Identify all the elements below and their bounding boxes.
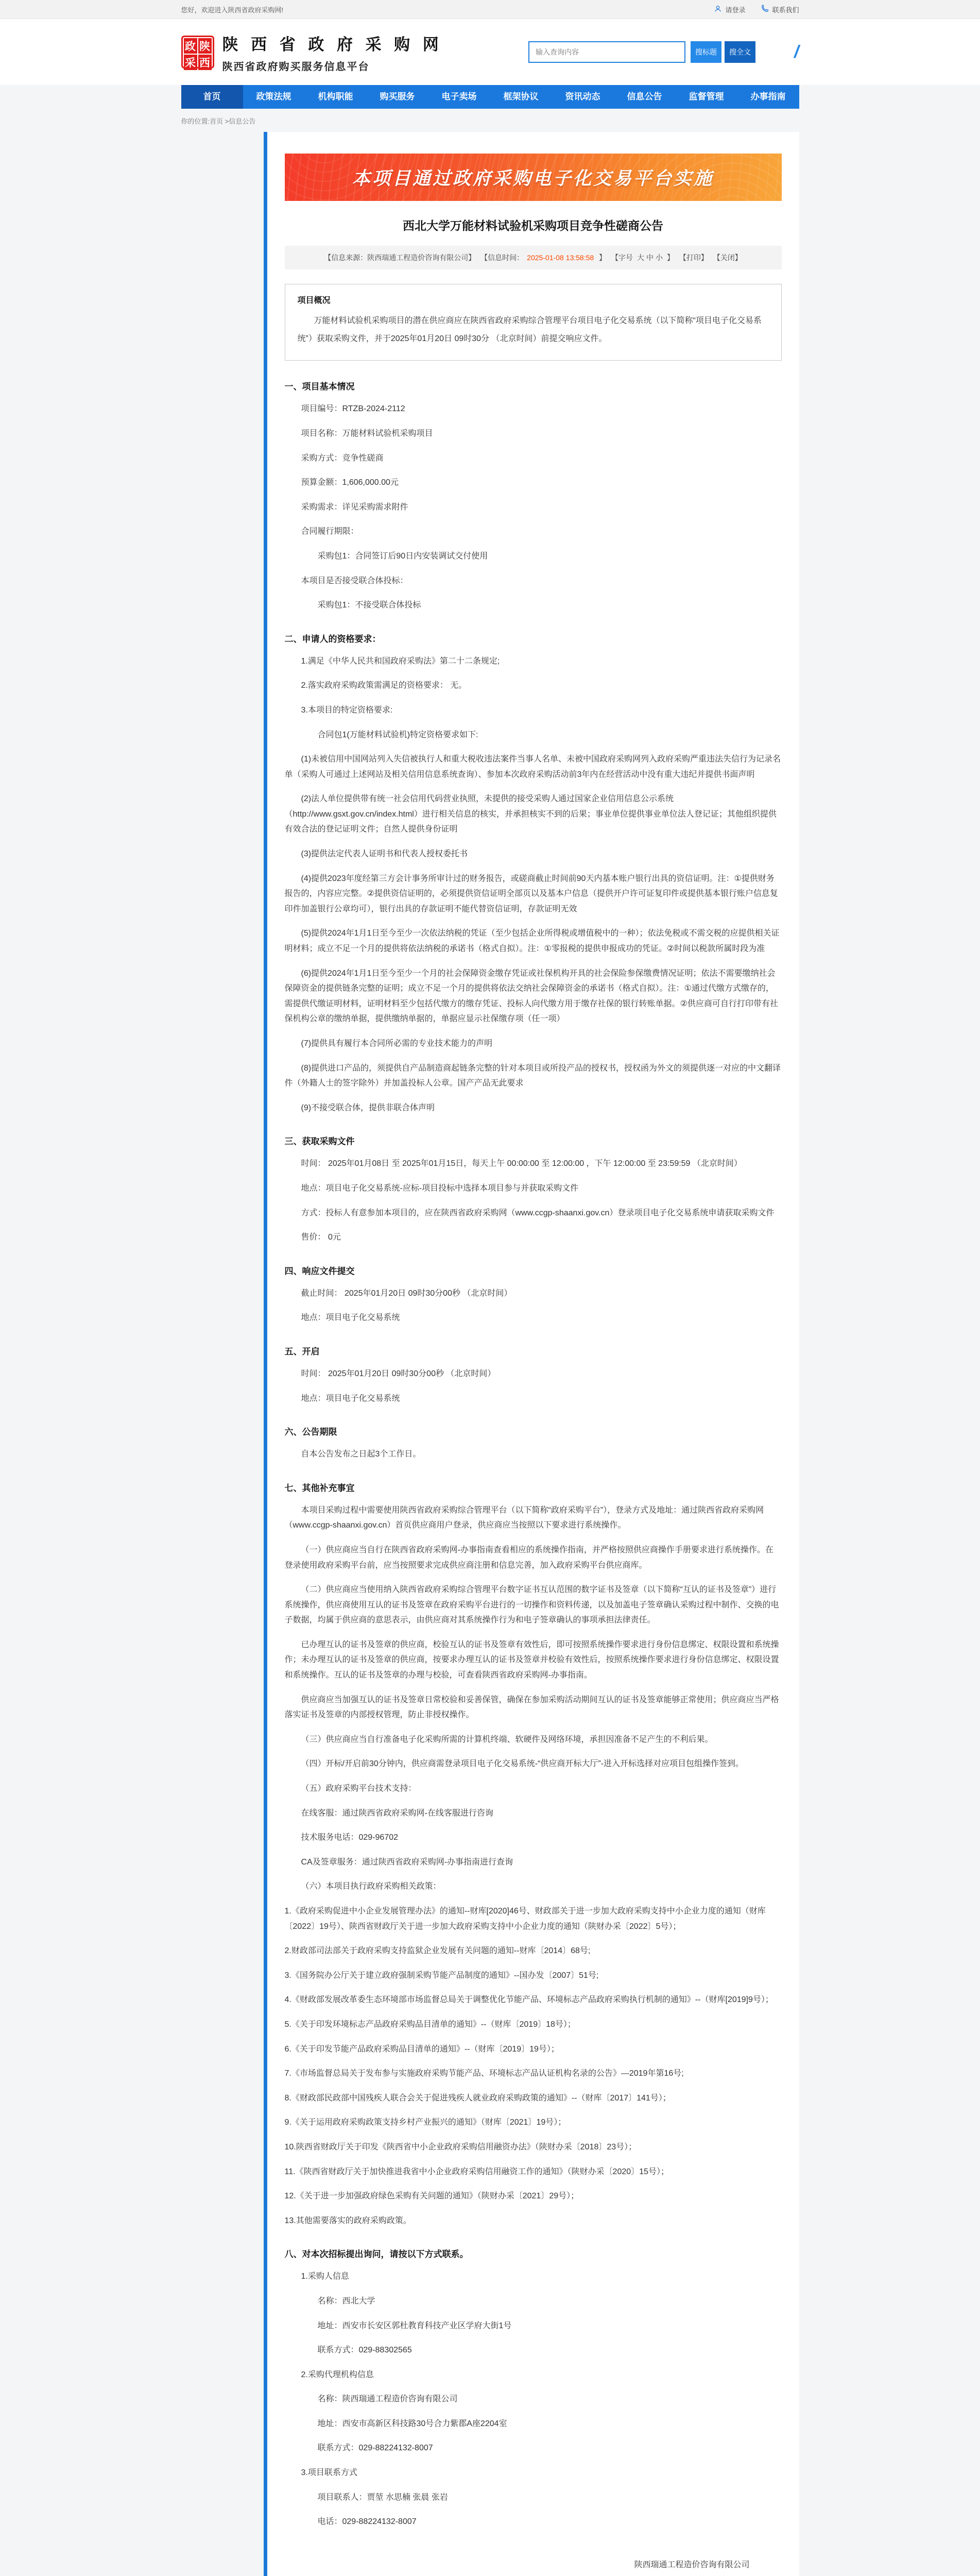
font-size-controls	[636, 253, 664, 262]
section-paragraph: 1.采购人信息	[301, 2272, 349, 2281]
section-paragraph: 供应商应当加强互认的证书及签章日常校验和妥善保管，确保在参加采购活动期间互认的证书及签章能够正常使用；供应商应当严格落实证书及签章的内部授权管理，防止非授权操作。	[284, 1695, 779, 1720]
nav-item-3[interactable]: 机构职能	[318, 92, 353, 101]
section-paragraph: （五）政府采购平台技术支持：	[301, 1784, 417, 1793]
section-paragraph: 6.《关于印发节能产品政府采购品目清单的通知》--（财库〔2019〕19号）；	[284, 2044, 559, 2054]
article-meta-bar	[285, 246, 782, 269]
section-paragraph: 7.《市场监督总局关于发布参与实施政府采购节能产品、环境标志产品认证机构名录的公告》—2019年第16号;	[284, 2069, 684, 2078]
section-paragraph: （四）开标/开启前30分钟内，供应商需登录项目电子化交易系统-“供应商开标大厅”-进入开标选择对应项目包组操作签到。	[301, 1759, 744, 1769]
section-paragraph: （三）供应商应当自行准备电子化采购所需的计算机终端、软硬件及网络环境，承担因准备不足产生的不利后果。	[301, 1735, 713, 1744]
section-paragraph: 5.《关于印发环境标志产品政府采购品目清单的通知》--（财库〔2019〕18号）；	[284, 2020, 576, 2029]
section-paragraph: 8.《财政部民政部中国残疾人联合会关于促进残疾人就业政府采购政策的通知》--（财库〔2017〕141号）；	[284, 2093, 671, 2103]
section-paragraph: (8)提供进口产品的，须提供自产品制造商起链条完整的针对本项目或所投产品的授权书，授权函为外文的须提供逐一对应的中文翻译件（外籍人士的签字除外）并加盖投标人公章。国产产品无此要求	[284, 1063, 781, 1088]
section-paragraph: 联系方式：029-88224132-8007	[317, 2444, 433, 2453]
section-paragraph: 项目联系人：贾堃 水思楠 张晨 张岩	[317, 2493, 448, 2502]
section-paragraph: 地址：西安市高新区科技路30号合力紫郡A座2204室	[317, 2419, 507, 2428]
article-section	[285, 2247, 782, 2530]
signature-date	[285, 2575, 750, 2576]
phone-icon	[761, 5, 769, 14]
section-paragraph: （六）本项目执行政府采购相关政策：	[301, 1882, 441, 1891]
article-section	[285, 1481, 782, 2229]
nav-item-10[interactable]: 办事指南	[750, 92, 786, 101]
section-heading: 四、响应文件提交	[284, 1266, 355, 1276]
section-paragraph: (9)不接受联合体，提供非联合体声明	[301, 1103, 435, 1112]
section-paragraph: 方式：投标人有意参加本项目的，应在陕西省政府采购网（www.ccgp-shaanxi.gov.cn）登录项目电子化交易系统申请获取采购文件	[301, 1208, 775, 1217]
breadcrumb-separator: >	[225, 117, 229, 125]
article-section	[285, 632, 782, 1116]
section-paragraph: CA及签章服务：通过陕西省政府采购网-办事指南进行查询	[301, 1857, 513, 1867]
logo-char: 政	[184, 38, 197, 54]
section-paragraph: 地点：项目电子化交易系统	[301, 1394, 400, 1403]
welcome-text: 您好，欢迎进入陕西省政府采购网!	[181, 6, 284, 14]
section-heading: 六、公告期限	[284, 1427, 337, 1437]
section-paragraph: 2.采购代理机构信息	[301, 2370, 374, 2379]
slash-decoration: /	[794, 42, 799, 62]
site-logo[interactable]	[181, 36, 214, 69]
font-size-option[interactable]: 中	[646, 253, 654, 262]
breadcrumb	[181, 109, 799, 132]
section-paragraph: 预算金额：1,606,000.00元	[301, 478, 399, 487]
section-paragraph: 13.其他需要落实的政府采购政策。	[284, 2216, 411, 2225]
topbar	[0, 0, 980, 19]
section-paragraph: （一）供应商应当自行在陕西省政府采购网-办事指南查看相应的系统操作指南，并严格按照供应商操作手册要求进行系统操作。在登录使用政府采购平台前，应当按照要求完成供应商注册和信息完善，加入政府采购平台供应商库。	[284, 1545, 773, 1570]
section-paragraph: 项目编号：RTZB-2024-2112	[301, 404, 405, 414]
section-paragraph: 采购包1：合同签订后90日内安装调试交付使用	[317, 551, 488, 561]
article-section	[285, 1134, 782, 1245]
article-section	[285, 1264, 782, 1326]
section-paragraph: 技术服务电话：029-96702	[301, 1833, 399, 1842]
print-button[interactable]: 【打印】	[679, 253, 708, 262]
nav-item-7[interactable]: 资讯动态	[565, 92, 600, 101]
search-fulltext-button[interactable]: 搜全文	[725, 41, 755, 63]
section-paragraph: 合同包1(万能材料试验机)特定资格要求如下:	[317, 730, 478, 739]
section-paragraph: 名称：陕西瑞通工程造价咨询有限公司	[317, 2395, 458, 2404]
section-paragraph: 9.《关于运用政府采购政策支持乡村产业振兴的通知》（财库〔2021〕19号）；	[284, 2118, 566, 2127]
section-paragraph: 名称：西北大学	[317, 2296, 375, 2306]
breadcrumb-current[interactable]: 信息公告	[229, 117, 256, 125]
article-title: 西北大学万能材料试验机采购项目竞争性磋商公告	[403, 219, 663, 232]
section-paragraph: 10.陕西省财政厅关于印发《陕西省中小企业政府采购信用融资办法》（陕财办采〔2018〕23号）；	[284, 2142, 637, 2151]
section-paragraph: 11.《陕西省财政厅关于加快推进我省中小企业政府采购信用融资工作的通知》（陕财办采〔2020〕15号）；	[284, 2167, 669, 2176]
section-paragraph: 1.满足《中华人民共和国政府采购法》第二十二条规定;	[301, 656, 500, 666]
section-paragraph: 2.落实政府采购政策需满足的资格要求： 无。	[301, 681, 467, 690]
nav-item-9[interactable]: 监督管理	[689, 92, 724, 101]
section-paragraph: (6)提供2024年1月1日至今至少一个月的社会保障资金缴存凭证或社保机构开具的社会保险参保缴费情况证明；依法不需要缴纳社会保障资金的提供链条完整的证明；成立不足一个月的提供将依法交纳社会保障资金的承诺书（格式自拟）。注：①通过代缴方式缴存的，需提供代缴证明材料，证明材料至少包括代缴方的缴存凭证、投标人向代缴方用于缴存社保的银行转账单据。②供应商可自行打印带有社保机构公章的缴纳单据，提供缴纳单据的，单据应显示社保缴存项（任一项）	[284, 969, 778, 1024]
section-paragraph: 地点：项目电子化交易系统-应标-项目投标中选择本项目参与并获取采购文件	[301, 1183, 579, 1193]
section-paragraph: 项目名称：万能材料试验机采购项目	[301, 429, 433, 438]
section-paragraph: (2)法人单位提供带有统一社会信用代码营业执照，未提供的接受采购人通过国家企业信用信息公示系统（http://www.gsxt.gov.cn/index.html）进行相关信息的核实，并承担核实不到的后果；事业单位提供事业单位法人登记证；其他组织提供有效合法的登记证明文件；自然人提供身份证明	[284, 794, 777, 834]
section-paragraph: 地址：西安市长安区郭杜教育科技产业区学府大街1号	[317, 2321, 512, 2330]
search-input[interactable]	[528, 41, 685, 63]
logo-char: 西	[198, 55, 212, 70]
login-link[interactable]	[714, 5, 745, 14]
section-paragraph: 采购方式：竞争性磋商	[301, 453, 384, 463]
main-area	[181, 132, 799, 2576]
meta-size-prefix: 【字号	[611, 253, 633, 262]
section-paragraph: 联系方式：029-88302565	[317, 2346, 412, 2355]
login-label: 请登录	[725, 6, 746, 14]
section-heading: 五、开启	[284, 1346, 320, 1357]
section-paragraph: 时间： 2025年01月20日 09时30分00秒 （北京时间）	[301, 1369, 496, 1378]
search-title-button[interactable]: 搜标题	[691, 41, 721, 63]
section-paragraph: (1)未被信用中国网站列入失信被执行人和重大税收违法案件当事人名单、未被中国政府采购网列入政府采购严重违法失信行为记录名单（采购人可通过上述网站及相关信用信息系统查询）、参加本次政府采购活动前3年内在经营活动中没有重大违纪并提供书面声明	[284, 755, 781, 779]
meta-size-suffix: 】	[666, 253, 674, 262]
contact-label: 联系我们	[772, 6, 799, 14]
section-paragraph: 时间： 2025年01月08日 至 2025年01月15日，每天上午 00:00:00 至 12:00:00 ，下午 12:00:00 至 23:59:59 （北京时间）	[301, 1159, 742, 1168]
overview-title: 项目概况	[297, 296, 331, 305]
signature-block	[285, 2554, 782, 2576]
signature-org: 陕西瑞通工程造价咨询有限公司	[634, 2560, 750, 2569]
breadcrumb-prefix: 你的位置:	[181, 117, 210, 125]
project-overview-box	[285, 284, 782, 361]
close-button[interactable]: 【关闭】	[713, 253, 742, 262]
section-paragraph: 采购需求：详见采购需求附件	[301, 502, 408, 512]
article-section	[285, 1344, 782, 1406]
meta-time: 2025-01-08 13:58:58	[527, 253, 594, 262]
logo-char: 采	[184, 55, 197, 70]
nav-item-5[interactable]: 电子卖场	[441, 92, 477, 101]
user-icon	[714, 5, 722, 14]
section-paragraph: （二）供应商应当使用纳入陕西省政府采购综合管理平台数字证书互认范围的数字证书及签章（以下简称“互认的证书及签章”）进行系统操作，供应商使用互认的证书及签章在政府采购平台进行的一切操作和资料传递，以及加盖电子签章确认采购过程中制作、交换的电子数据，均属于供应商的意思表示，由供应商对其系统操作行为和电子签章确认的事项承担法律责任。	[284, 1585, 779, 1625]
section-heading: 二、申请人的资格要求：	[284, 634, 381, 644]
contact-link[interactable]	[761, 5, 799, 14]
main-nav	[181, 85, 799, 109]
site-header	[0, 19, 980, 85]
section-heading: 三、获取采购文件	[284, 1137, 355, 1147]
meta-source: 【信息来源：陕西瑞通工程造价咨询有限公司】	[324, 253, 476, 262]
article-card	[264, 132, 799, 2576]
logo-char: 陕	[198, 38, 212, 54]
section-paragraph: (7)提供具有履行本合同所必需的专业技术能力的声明	[301, 1039, 493, 1048]
section-paragraph: 合同履行期限：	[301, 527, 359, 536]
section-paragraph: (5)提供2024年1月1日至今至少一次依法纳税的凭证（至少包括企业所得税或增值税中的一种）；依法免税或不需交税的应提供相关证明材料；成立不足一个月的提供将依法纳税的承诺书（格式自拟）。注：①零报税的提供申报成功的凭证。②时间以税款所属时段为准	[284, 929, 780, 954]
section-paragraph: 3.本项目的特定资格要求:	[301, 705, 393, 715]
section-paragraph: 已办理互认的证书及签章的供应商，校验互认的证书及签章有效性后，即可按照系统操作要求进行身份信息绑定、权限设置和系统操作；未办理互认的证书及签章的供应商，按要求办理互认的证书及签章并校验有效性后，按照系统操作要求进行身份信息绑定、权限设置和系统操作。互认的证书及签章的办理与校验，可查看陕西省政府采购网-办事指南。	[284, 1640, 779, 1680]
nav-item-8[interactable]: 信息公告	[627, 92, 662, 101]
section-paragraph: 电话：029-88224132-8007	[317, 2517, 417, 2527]
site-subtitle: 陕西省政府购买服务信息平台	[222, 61, 370, 73]
nav-item-2[interactable]: 政策法规	[256, 92, 291, 101]
section-heading: 一、项目基本情况	[284, 382, 355, 392]
section-paragraph: 在线客服：通过陕西省政府采购网-在线客服进行咨询	[301, 1808, 493, 1818]
section-paragraph: 2.财政部司法部关于政府采购支持监狱企业发展有关问题的通知--财库〔2014〕68号;	[284, 1946, 591, 1956]
breadcrumb-home[interactable]: 首页	[210, 117, 223, 125]
section-heading: 七、其他补充事宜	[284, 1483, 355, 1493]
meta-time-prefix: 【信息时间：	[480, 253, 524, 262]
article-body	[285, 379, 782, 2529]
site-title: 陕 西 省 政 府 采 购 网	[222, 35, 443, 54]
section-paragraph: 3.项目联系方式	[301, 2468, 357, 2478]
overview-text: 万能材料试验机采购项目的潜在供应商应在陕西省政府采购综合管理平台项目电子化交易系统（以下简称“项目电子化交易系统”）获取采购文件，并于2025年01月20日 09时30分 （北京时间）前提交响应文件。	[297, 316, 762, 344]
section-paragraph: 1.《政府采购促进中小企业发展管理办法》的通知--财库[2020]46号、财政部关于进一步加大政府采购支持中小企业力度的通知（财库〔2022〕19号）、陕西省财政厅关于进一步加大政府采购支持中小企业力度的通知（陕财办采〔2022〕5号）；	[284, 1907, 766, 1931]
article-section	[285, 379, 782, 613]
section-paragraph: 3.《国务院办公厅关于建立政府强制采购节能产品制度的通知》--国办发〔2007〕51号;	[284, 1971, 599, 1980]
section-paragraph: 采购包1：不接受联合体投标	[317, 601, 421, 610]
section-paragraph: 地点：项目电子化交易系统	[301, 1313, 400, 1323]
meta-time-suffix: 】	[597, 253, 607, 262]
section-paragraph: 4.《财政部发展改革委生态环境部市场监督总局关于调整优化节能产品、环境标志产品政府采购执行机制的通知》--（财库[2019]9号）；	[284, 1995, 773, 2005]
section-paragraph: (4)提供2023年度经第三方会计事务所审计过的财务报告，或磋商截止时间前90天内基本账户银行出具的资信证明。注：①提供财务报告的，内容应完整。②提供资信证明的，必须提供资信证明全部页以及基本户信息（提供开户许可证复印件或提供基本银行账户信息复印件加盖银行公章均可），银行出具的存款证明不能代替资信证明，存款证明无效	[284, 874, 778, 913]
section-paragraph: 本项目采购过程中需要使用陕西省政府采购综合管理平台（以下简称“政府采购平台”），登录方式及地址：通过陕西省政府采购网（www.ccgp-shaanxi.gov.cn）首页供应商用户登录，供应商应当按照以下要求进行系统操作。	[284, 1505, 764, 1530]
platform-banner: 本项目通过政府采购电子化交易平台实施	[285, 154, 782, 201]
section-paragraph: 本项目是否接受联合体投标：	[301, 576, 408, 585]
section-paragraph: (3)提供法定代表人证明书和代表人授权委托书	[301, 850, 468, 859]
font-size-option[interactable]: 小	[655, 253, 663, 262]
article-section	[285, 1425, 782, 1462]
nav-item-6[interactable]: 框架协议	[503, 92, 539, 101]
font-size-option[interactable]: 大	[637, 253, 644, 262]
section-paragraph: 自本公告发布之日起3个工作日。	[301, 1450, 421, 1459]
section-heading: 八、对本次招标提出询问，请按以下方式联系。	[284, 2249, 469, 2260]
section-paragraph: 售价： 0元	[301, 1233, 341, 1242]
section-paragraph: 截止时间： 2025年01月20日 09时30分00秒 （北京时间）	[301, 1289, 512, 1298]
nav-item-1[interactable]: 首页	[181, 85, 243, 109]
nav-item-4[interactable]: 购买服务	[380, 92, 415, 101]
navbar	[0, 85, 980, 109]
section-paragraph: 12.《关于进一步加强政府绿色采购有关问题的通知》（陕财办采〔2021〕29号）；	[284, 2192, 579, 2201]
